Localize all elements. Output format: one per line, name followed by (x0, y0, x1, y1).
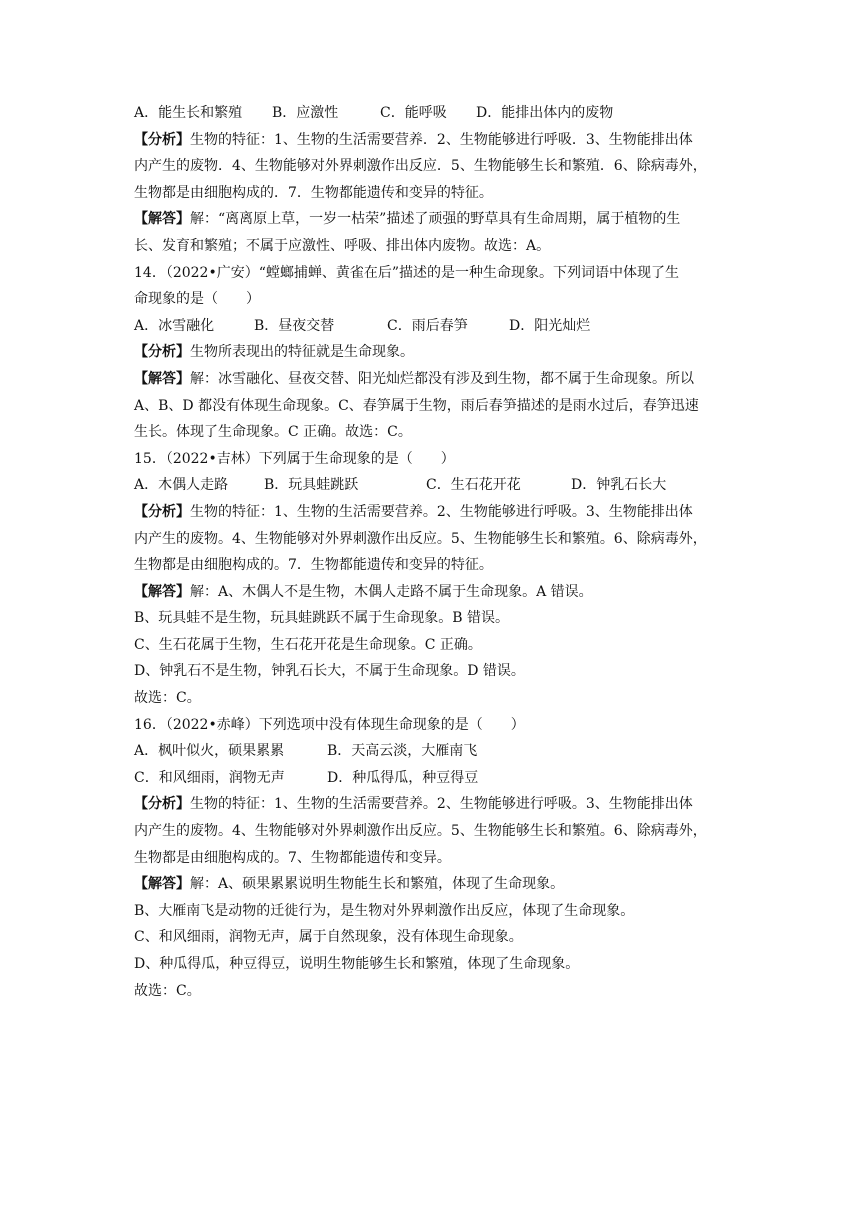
text-line (134, 924, 760, 951)
text-line (134, 446, 760, 473)
answer-options (134, 472, 760, 499)
answer-option: A．木偶人走路 (134, 477, 229, 494)
text-line (134, 791, 760, 818)
text-line (134, 951, 760, 978)
text-line (134, 579, 760, 606)
answer-options (134, 765, 760, 792)
line-text: B、玩具蛙不是生物，玩具蛙跳跃不属于生命现象。B 错误。 (134, 610, 510, 627)
line-text: 故选：C。 (134, 982, 201, 999)
line-text: C、和风细雨，润物无声，属于自然现象，没有体现生命现象。 (134, 929, 523, 946)
text-line (134, 632, 760, 659)
text-line (134, 206, 760, 233)
text-line (134, 845, 760, 872)
line-text: C、生石花属于生物，生石花开花是生命现象。C 正确。 (134, 636, 482, 653)
text-line (134, 499, 760, 526)
line-text: 生长。体现了生命现象。C 正确。故选：C。 (134, 424, 412, 441)
answer-option: A．冰雪融化 (134, 317, 215, 334)
line-text: 内产生的废物．4、生物能够对外界刺激作出反应．5、生物能够生长和繁殖．6、除病毒外， (134, 158, 707, 175)
text-line (134, 286, 760, 313)
text-line (134, 526, 760, 553)
line-text: 生物都是由细胞构成的。7．生物都能遗传和变异的特征。 (134, 557, 493, 574)
answer-option: A．枫叶似火，硕果累累 (134, 743, 285, 760)
text-line (134, 978, 760, 1005)
text-line (134, 260, 760, 287)
line-text: 生物所表现出的特征就是生命现象。 (190, 344, 414, 361)
line-text: D、钟乳石不是生物，钟乳石长大，不属于生命现象。D 错误。 (134, 663, 525, 680)
section-tag: 【解答】 (134, 876, 190, 893)
line-text: 16．（2022•赤峰）下列选项中没有体现生命现象的是（ ） (134, 716, 525, 733)
section-tag: 【解答】 (134, 211, 190, 228)
text-line (134, 127, 760, 154)
line-text: 内产生的废物。4、生物能够对外界刺激作出反应。5、生物能够生长和繁殖。6、除病毒外， (134, 530, 707, 547)
section-tag: 【分析】 (134, 503, 190, 520)
answer-option: C．和风细雨，润物无声 (134, 769, 285, 786)
line-text: D、种瓜得瓜，种豆得豆，说明生物能够生长和繁殖，体现了生命现象。 (134, 956, 580, 972)
text-line (134, 393, 760, 420)
line-text: 15．（2022•吉林）下列属于生命现象的是（ ） (134, 450, 455, 467)
line-text: 解：“离离原上草，一岁一枯荣”描述了顽强的野草具有生命周期，属于植物的生 (190, 211, 681, 228)
answer-options (134, 100, 760, 127)
line-text: 生物的特征：1、生物的生活需要营养．2、生物能够进行呼吸．3、生物能排出体 (190, 131, 693, 148)
text-line (134, 605, 760, 632)
line-text: 生物的特征：1、生物的生活需要营养。2、生物能够进行呼吸。3、生物能排出体 (190, 796, 693, 813)
answer-option: D．阳光灿烂 (509, 317, 591, 334)
text-line (134, 339, 760, 366)
line-text: 解：A、木偶人不是生物，木偶人走路不属于生命现象。A 错误。 (190, 583, 593, 600)
answer-option: B．天高云淡，大雁南飞 (327, 743, 478, 760)
answer-options (134, 738, 760, 765)
answer-option: C．雨后春笋 (387, 317, 468, 334)
text-line (134, 871, 760, 898)
section-tag: 【分析】 (134, 344, 190, 361)
answer-option: D．钟乳石长大 (571, 477, 667, 494)
section-tag: 【分析】 (134, 131, 190, 148)
line-text: 生物都是由细胞构成的．7．生物都能遗传和变异的特征。 (134, 184, 493, 201)
line-text: 长、发育和繁殖；不属于应激性、呼吸、排出体内废物。故选：A。 (134, 237, 551, 254)
line-text: B、大雁南飞是动物的迁徙行为，是生物对外界刺激作出反应，体现了生命现象。 (134, 902, 635, 919)
text-line (134, 153, 760, 180)
line-text: 解：冰雪融化、昼夜交替、阳光灿烂都没有涉及到生物，都不属于生命现象。所以 (190, 370, 694, 387)
line-text: 内产生的废物。4、生物能够对外界刺激作出反应。5、生物能够生长和繁殖。6、除病毒外， (134, 823, 707, 840)
answer-option: B．应激性 (272, 105, 339, 121)
section-tag: 【解答】 (134, 370, 190, 387)
section-tag: 【解答】 (134, 583, 190, 600)
answer-option: C．生石花开花 (426, 477, 521, 494)
line-text: A、B、D 都没有体现生命现象。C、春笋属于生物，雨后春笋描述的是雨水过后，春笋迅速 (134, 397, 699, 414)
answer-option: B．昼夜交替 (254, 317, 335, 334)
text-line (134, 658, 760, 685)
text-line (134, 180, 760, 207)
line-text: 14．（2022•广安）“螳螂捕蝉、黄雀在后”描述的是一种生命现象。下列词语中体现了生 (134, 264, 680, 281)
answer-option: D．能排出体内的废物 (476, 105, 614, 121)
text-line (134, 366, 760, 393)
text-line (134, 712, 760, 739)
text-line (134, 233, 760, 260)
line-text: 生物的特征：1、生物的生活需要营养。2、生物能够进行呼吸。3、生物能排出体 (190, 503, 693, 520)
answer-option: A．能生长和繁殖 (134, 105, 243, 121)
line-text: 生物都是由细胞构成的。7、生物都能遗传和变异。 (134, 849, 451, 866)
text-line (134, 552, 760, 579)
text-line (134, 818, 760, 845)
answer-options (134, 313, 760, 340)
line-text: 命现象的是（ ） (134, 291, 260, 308)
text-line (134, 685, 760, 712)
line-text: 解：A、硕果累累说明生物能生长和繁殖，体现了生命现象。 (190, 876, 565, 893)
answer-option: D．种瓜得瓜，种豆得豆 (327, 769, 479, 786)
section-tag: 【分析】 (134, 796, 190, 813)
text-line (134, 898, 760, 925)
answer-option: C．能呼吸 (380, 105, 447, 121)
answer-option: B．玩具蛙跳跃 (264, 477, 359, 494)
text-line (134, 419, 760, 446)
line-text: 故选：C。 (134, 690, 201, 707)
